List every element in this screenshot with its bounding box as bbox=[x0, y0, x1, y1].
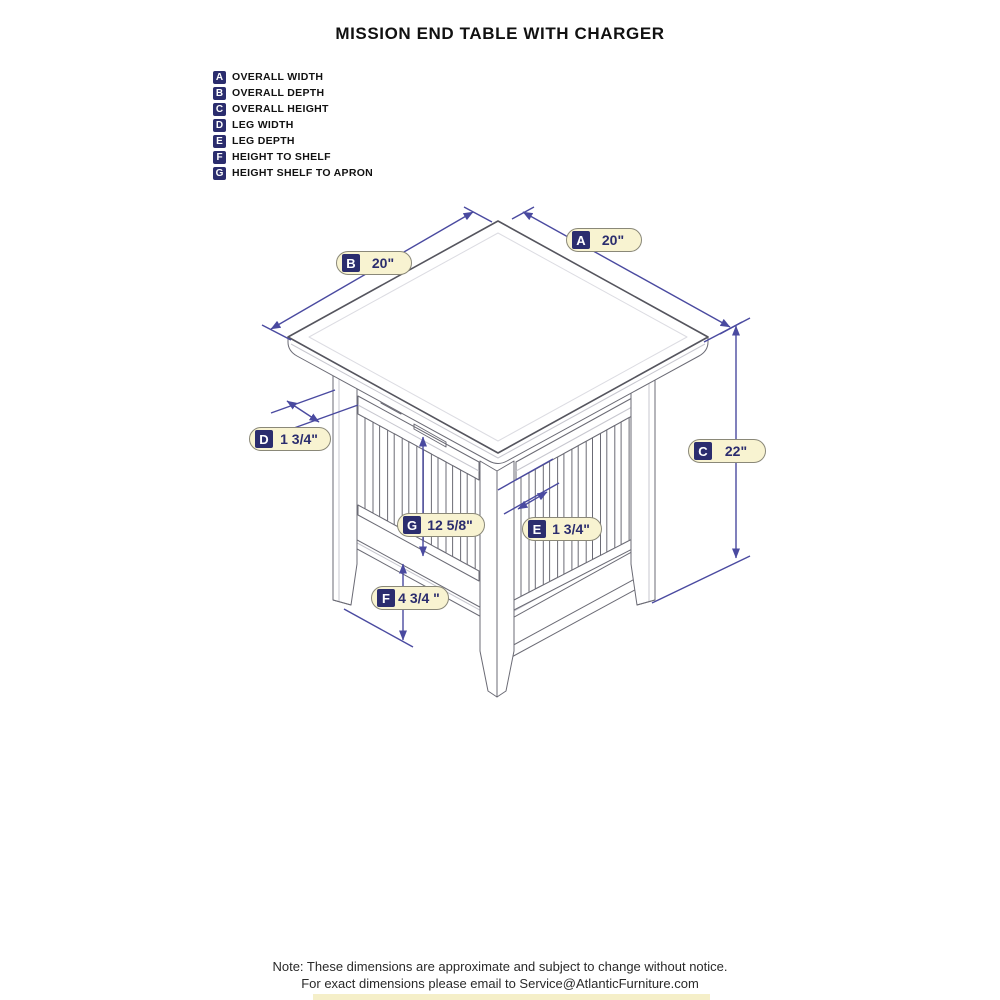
legend-letter-chip: F bbox=[213, 151, 226, 164]
dim-letter-chip: C bbox=[694, 442, 712, 460]
legend-item-label: HEIGHT TO SHELF bbox=[232, 151, 331, 163]
dim-label-e bbox=[522, 517, 602, 541]
dim-label-b bbox=[336, 251, 412, 275]
legend-item-label: OVERALL DEPTH bbox=[232, 87, 325, 99]
legend-letter-chip: A bbox=[213, 71, 226, 84]
note-line-2: For exact dimensions please email to Service@AtlanticFurniture.com bbox=[301, 976, 699, 991]
legend-item-label: OVERALL WIDTH bbox=[232, 71, 324, 83]
legend-item-label: LEG DEPTH bbox=[232, 135, 295, 147]
dim-letter-chip: B bbox=[342, 254, 360, 272]
legend-letter-chip: E bbox=[213, 135, 226, 148]
right-back-leg bbox=[631, 365, 655, 605]
dim-line-d bbox=[287, 401, 319, 422]
dim-label-g bbox=[397, 513, 485, 537]
dim-value: 1 3/4" bbox=[552, 521, 590, 537]
note-line-1: Note: These dimensions are approximate and subject to change without notice. bbox=[272, 959, 728, 974]
highlight-bar bbox=[313, 994, 710, 1000]
dim-value: 22" bbox=[724, 443, 748, 459]
dim-value: 20" bbox=[601, 232, 625, 248]
legend-item-label: HEIGHT SHELF TO APRON bbox=[232, 167, 374, 179]
dim-value: 1 3/4" bbox=[280, 431, 318, 447]
legend-letter-chip: B bbox=[213, 87, 226, 100]
legend-letter-chip: C bbox=[213, 103, 226, 116]
right-shelf-rail bbox=[514, 535, 640, 610]
legend-item-label: LEG WIDTH bbox=[232, 119, 294, 131]
front-leg bbox=[480, 461, 514, 697]
dim-label-d bbox=[249, 427, 331, 451]
legend-letter-chip: G bbox=[213, 167, 226, 180]
dim-value: 4 3/4 " bbox=[398, 590, 440, 606]
legend-letter-chip: D bbox=[213, 119, 226, 132]
dim-letter-chip: G bbox=[403, 516, 421, 534]
dim-letter-chip: E bbox=[528, 520, 546, 538]
dim-letter-chip: F bbox=[377, 589, 395, 607]
table-structure bbox=[288, 221, 708, 697]
dim-label-a bbox=[566, 228, 642, 252]
dim-label-f bbox=[371, 586, 449, 610]
dim-value: 12 5/8" bbox=[427, 517, 473, 533]
legend-item-label: OVERALL HEIGHT bbox=[232, 103, 329, 115]
dim-letter-chip: A bbox=[572, 231, 590, 249]
page-title: MISSION END TABLE WITH CHARGER bbox=[335, 24, 665, 43]
left-back-leg bbox=[333, 365, 357, 605]
dim-value: 20" bbox=[371, 255, 395, 271]
dim-letter-chip: D bbox=[255, 430, 273, 448]
dim-label-c bbox=[688, 439, 766, 463]
